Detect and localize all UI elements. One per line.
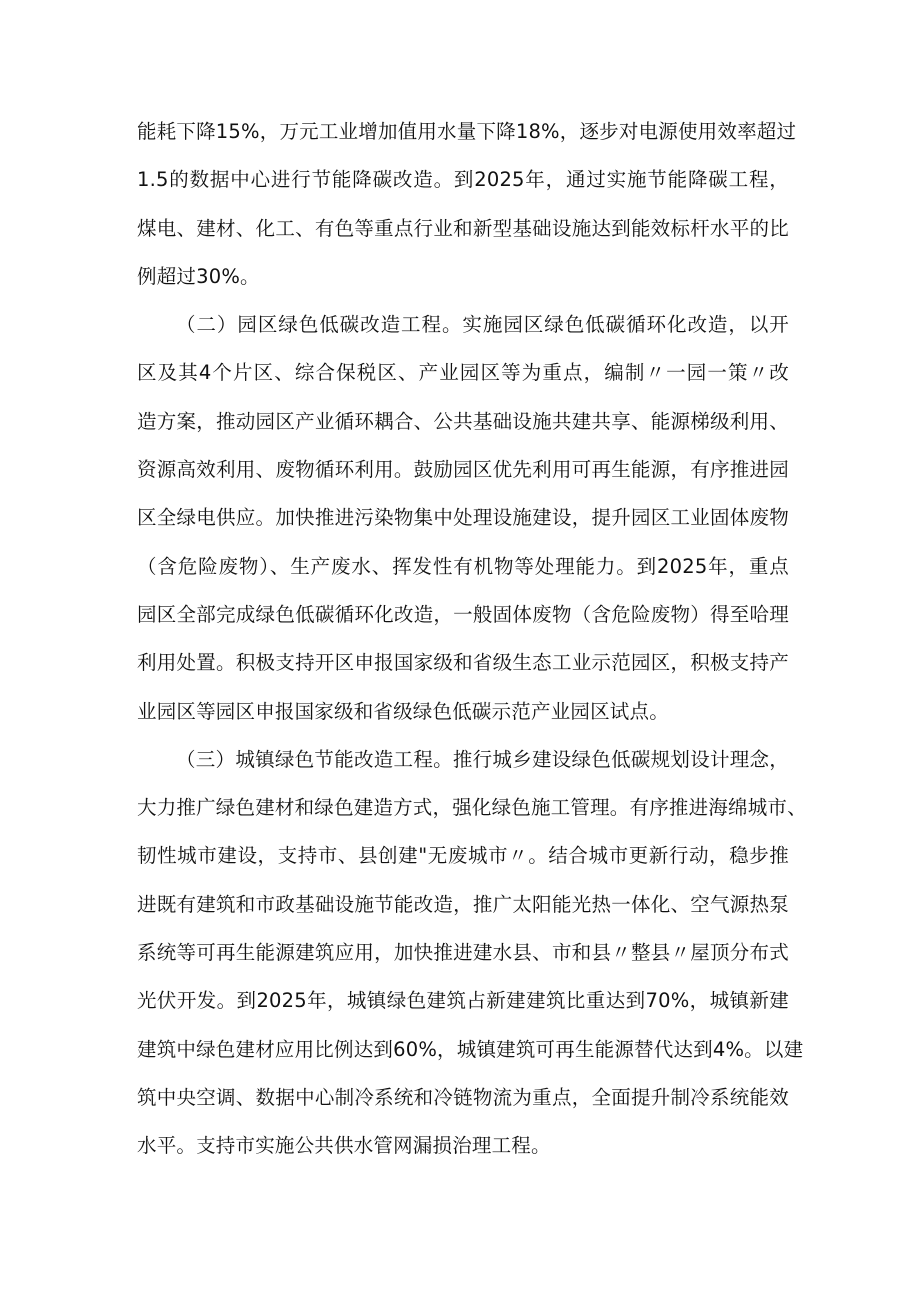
text-line: 例超过30%。	[137, 264, 260, 288]
text-line: 资源高效利用、废物循环利用。鼓励园区优先利用可再生能源，有序推进园	[137, 458, 789, 482]
text-line: 筑中央空调、数据中心制冷系统和冷链物流为重点，全面提升制冷系统能效	[137, 1085, 789, 1109]
text-line: 煤电、建材、化工、有色等重点行业和新型基础设施达到能效标杆水平的比	[137, 216, 789, 240]
text-line: 进既有建筑和市政基础设施节能改造，推广太阳能光热一体化、空气源热泵	[137, 892, 789, 916]
text-line: 能耗下降15%，万元工业增加值用水量下降18%，逐步对电源使用效率超过	[137, 120, 797, 143]
text-line: （含危险废物）、生产废水、挥发性有机物等处理能力。到2025年，重点	[137, 554, 789, 578]
text-line: 建筑中绿色建材应用比例达到60%，城镇建筑可再生能源替代达到4%。以建	[137, 1037, 804, 1061]
section-heading-line: （三）城镇绿色节能改造工程。推行城乡建设绿色低碳规划设计理念，	[176, 747, 789, 771]
text-line: 大力推广绿色建材和绿色建造方式，强化绿色施工管理。有序推进海绵城市、	[137, 796, 807, 820]
text-line: 业园区等园区申报国家级和省级绿色低碳示范产业园区试点。	[137, 699, 669, 723]
paragraph-intro-continued	[137, 108, 797, 301]
text-line: 光伏开发。到2025年，城镇绿色建筑占新建建筑比重达到70%，城镇新建	[137, 989, 789, 1013]
paragraph-section-3	[137, 736, 807, 1171]
text-line: 区全绿电供应。加快推进污染物集中处理设施建设，提升园区工业固体废物	[137, 506, 789, 530]
paragraph-section-2	[137, 301, 789, 736]
text-line: 区及其4个片区、综合保税区、产业园区等为重点，编制〃一园一策〃改	[137, 361, 789, 385]
text-line: 水平。支持市实施公共供水管网漏损治理工程。	[137, 1134, 551, 1158]
document-body	[137, 108, 807, 1171]
section-heading-line: （二）园区绿色低碳改造工程。实施园区绿色低碳循环化改造，以开	[176, 313, 789, 337]
text-line: 造方案，推动园区产业循环耦合、公共基础设施共建共享、能源梯级利用、	[137, 409, 789, 433]
text-line: 韧性城市建设，支持市、县创建"无废城市〃。结合城市更新行动，稳步推	[137, 844, 789, 868]
text-line: 园区全部完成绿色低碳循环化改造，一般固体废物（含危险废物）得至哈理	[137, 602, 789, 626]
text-line: 系统等可再生能源建筑应用，加快推进建水县、市和县〃整县〃屋顶分布式	[137, 941, 789, 965]
text-line: 利用处置。积极支持开区申报国家级和省级生态工业示范园区，积极支持产	[137, 651, 789, 675]
text-line: 1.5的数据中心进行节能降碳改造。到2025年，通过实施节能降碳工程，	[137, 168, 789, 192]
